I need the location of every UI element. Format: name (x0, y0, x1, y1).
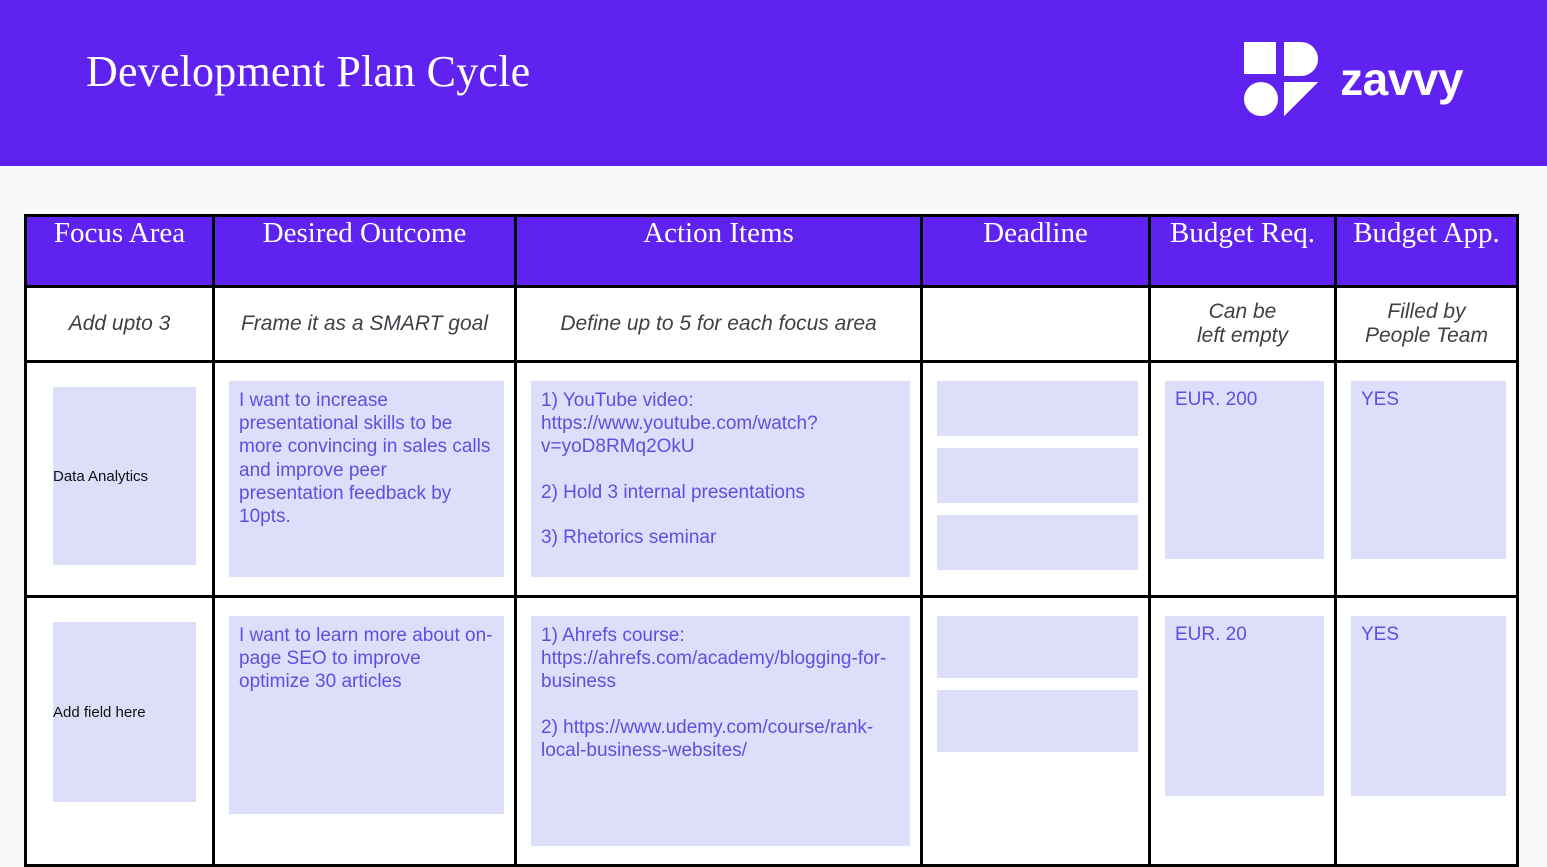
focus-area-field[interactable] (53, 387, 196, 565)
hint-deadline (922, 287, 1150, 362)
desired-outcome-field[interactable]: I want to increase presentational skills to be more convincing in sales calls and improve peer presentation feedback by 10pts. (229, 381, 504, 577)
table-hint-row (26, 287, 1518, 362)
hint-budget-approved-line2: People Team (1365, 324, 1488, 347)
table-row (26, 597, 1518, 866)
action-items-field[interactable] (531, 381, 910, 577)
focus-area-field[interactable] (53, 622, 196, 802)
cell-deadline (922, 597, 1150, 866)
budget-approved-field[interactable]: YES (1351, 616, 1506, 796)
deadline-field-group (937, 381, 1138, 570)
cell-budget-approved (1336, 597, 1518, 866)
deadline-slot[interactable] (937, 448, 1138, 503)
hint-budget-requested-line1: Can be (1208, 299, 1277, 323)
action-item: 2) https://www.udemy.com/course/rank-local-business-websites/ (541, 716, 874, 761)
hint-desired-outcome: Frame it as a SMART goal (214, 287, 516, 362)
budget-requested-field[interactable]: EUR. 20 (1165, 616, 1324, 796)
development-plan-table (24, 214, 1519, 867)
table-header-row (26, 216, 1518, 287)
column-header-action-items: Action Items (516, 216, 922, 287)
budget-requested-field[interactable]: EUR. 200 (1165, 381, 1324, 559)
page-header (0, 0, 1547, 166)
zavvy-logo-icon (1244, 42, 1318, 116)
hint-budget-requested (1150, 287, 1336, 362)
deadline-field-group (937, 616, 1138, 752)
cell-budget-requested (1150, 362, 1336, 597)
deadline-slot[interactable] (937, 616, 1138, 678)
brand-lockup (1244, 42, 1463, 116)
action-item: 1) YouTube video: https://www.youtube.com/watch?v=yoD8RMq2OkU (541, 390, 818, 458)
action-item: 2) Hold 3 internal presentations (541, 481, 806, 503)
cell-budget-requested (1150, 597, 1336, 866)
action-item: 1) Ahrefs course: https://ahrefs.com/academy/blogging-for-business (541, 625, 887, 693)
budget-approved-field[interactable]: YES (1351, 381, 1506, 559)
hint-focus-area: Add upto 3 (26, 287, 214, 362)
deadline-slot[interactable] (937, 690, 1138, 752)
cell-action-items (516, 597, 922, 866)
column-header-desired-outcome: Desired Outcome (214, 216, 516, 287)
brand-name: zavvy (1340, 53, 1463, 105)
hint-budget-requested-line2: left empty (1196, 324, 1289, 347)
hint-budget-approved (1336, 287, 1518, 362)
page-title: Development Plan Cycle (86, 47, 531, 96)
cell-desired-outcome (214, 597, 516, 866)
focus-area-value: Add field here (53, 703, 146, 721)
action-items-field[interactable] (531, 616, 910, 846)
table-row (26, 362, 1518, 597)
action-item: 3) Rhetorics seminar (541, 526, 717, 548)
cell-focus-area (26, 362, 214, 597)
column-header-focus-area: Focus Area (26, 216, 214, 287)
column-header-budget-approved: Budget App. (1336, 216, 1518, 287)
cell-focus-area (26, 597, 214, 866)
desired-outcome-field[interactable]: I want to learn more about on-page SEO to improve optimize 30 articles (229, 616, 504, 814)
cell-desired-outcome (214, 362, 516, 597)
focus-area-value: Data Analytics (53, 467, 149, 485)
cell-deadline (922, 362, 1150, 597)
cell-action-items (516, 362, 922, 597)
column-header-budget-requested: Budget Req. (1150, 216, 1336, 287)
deadline-slot[interactable] (937, 381, 1138, 436)
hint-action-items: Define up to 5 for each focus area (516, 287, 922, 362)
hint-budget-approved-line1: Filled by (1387, 299, 1466, 323)
development-plan-table-wrapper (24, 214, 1516, 867)
deadline-slot[interactable] (937, 515, 1138, 570)
column-header-deadline: Deadline (922, 216, 1150, 287)
cell-budget-approved (1336, 362, 1518, 597)
